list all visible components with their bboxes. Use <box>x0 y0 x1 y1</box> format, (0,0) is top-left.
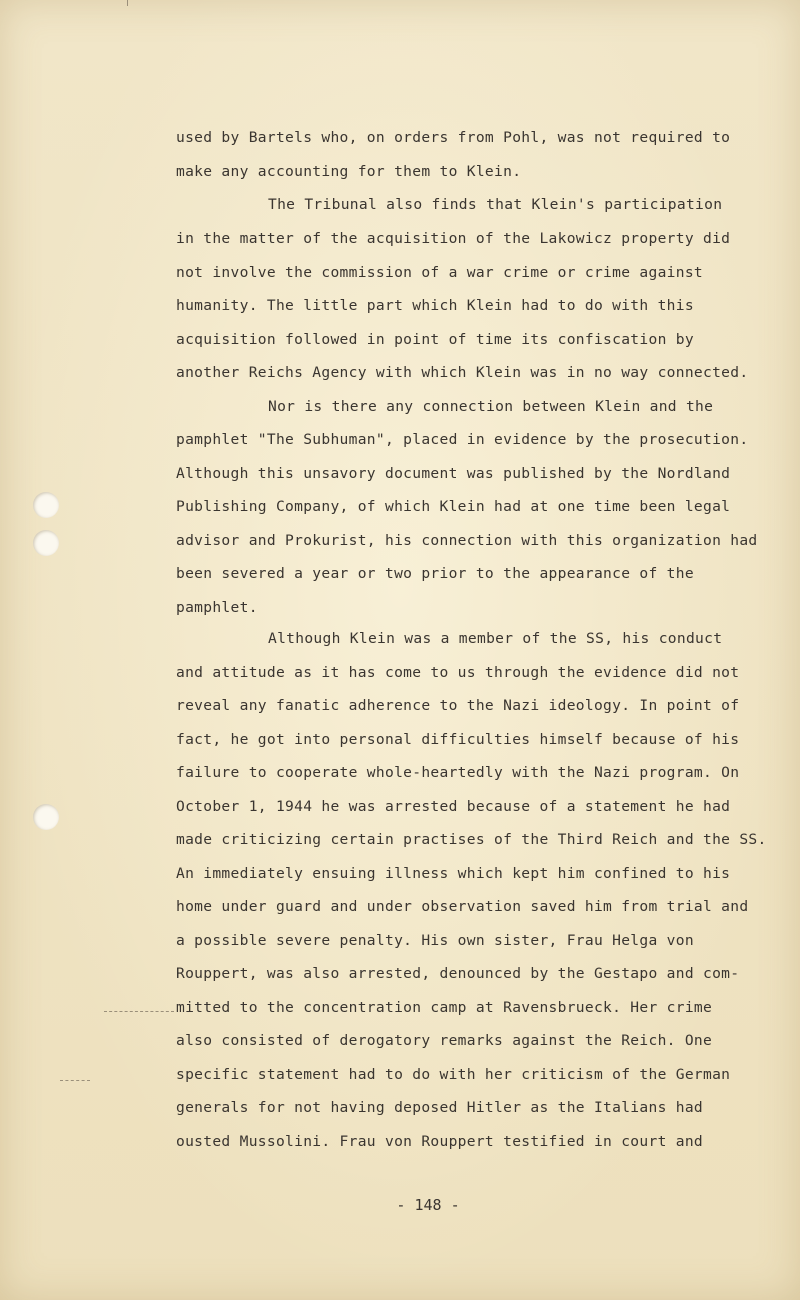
text-line: been severed a year or two prior to the appearance of the <box>176 565 694 582</box>
punch-hole-top <box>33 492 59 518</box>
top-edge-mark <box>127 0 128 6</box>
margin-pencil-mark <box>104 1011 174 1012</box>
text-line: advisor and Prokurist, his connection with this organization had <box>176 532 758 549</box>
text-line: failure to cooperate whole-heartedly with the Nazi program. On <box>176 764 740 781</box>
text-line: Rouppert, was also arrested, denounced by the Gestapo and com- <box>176 965 740 982</box>
text-line: Publishing Company, of which Klein had at one time been legal <box>176 498 731 515</box>
text-line: used by Bartels who, on orders from Pohl, was not required to <box>176 129 731 146</box>
paragraph-first-line: Nor is there any connection between Klein and the <box>268 398 714 415</box>
paragraph-first-line: Although Klein was a member of the SS, his conduct <box>268 630 723 647</box>
margin-pencil-mark <box>60 1080 90 1081</box>
text-line: another Reichs Agency with which Klein was in no way connected. <box>176 364 749 381</box>
text-line: a possible severe penalty. His own sister, Frau Helga von <box>176 932 694 949</box>
text-line: acquisition followed in point of time its confiscation by <box>176 331 694 348</box>
text-line: October 1, 1944 he was arrested because of a statement he had <box>176 798 731 815</box>
text-line: Although this unsavory document was published by the Nordland <box>176 465 731 482</box>
text-line: specific statement had to do with her criticism of the German <box>176 1066 731 1083</box>
text-line: not involve the commission of a war crime or crime against <box>176 264 703 281</box>
text-line: also consisted of derogatory remarks against the Reich. One <box>176 1032 713 1049</box>
text-line: fact, he got into personal difficulties himself because of his <box>176 731 740 748</box>
text-line: reveal any fanatic adherence to the Nazi ideology. In point of <box>176 697 740 714</box>
text-line: in the matter of the acquisition of the Lakowicz property did <box>176 230 731 247</box>
text-line: and attitude as it has come to us through the evidence did not <box>176 664 740 681</box>
text-line: make any accounting for them to Klein. <box>176 163 522 180</box>
text-line: generals for not having deposed Hitler as the Italians had <box>176 1099 703 1116</box>
text-line: pamphlet "The Subhuman", placed in evidence by the prosecution. <box>176 431 749 448</box>
text-line: humanity. The little part which Klein had to do with this <box>176 297 694 314</box>
paragraph-first-line: The Tribunal also finds that Klein's participation <box>268 196 723 213</box>
text-line: An immediately ensuing illness which kept him confined to his <box>176 865 731 882</box>
text-line: made criticizing certain practises of the Third Reich and the SS. <box>176 831 767 848</box>
text-line: pamphlet. <box>176 599 258 616</box>
punch-hole-middle <box>33 530 59 556</box>
text-line: home under guard and under observation saved him from trial and <box>176 898 749 915</box>
text-line: mitted to the concentration camp at Ravensbrueck. Her crime <box>176 999 713 1016</box>
punch-hole-bottom <box>33 804 59 830</box>
page-number: - 148 - <box>396 1196 460 1214</box>
text-line: ousted Mussolini. Frau von Rouppert testified in court and <box>176 1133 703 1150</box>
